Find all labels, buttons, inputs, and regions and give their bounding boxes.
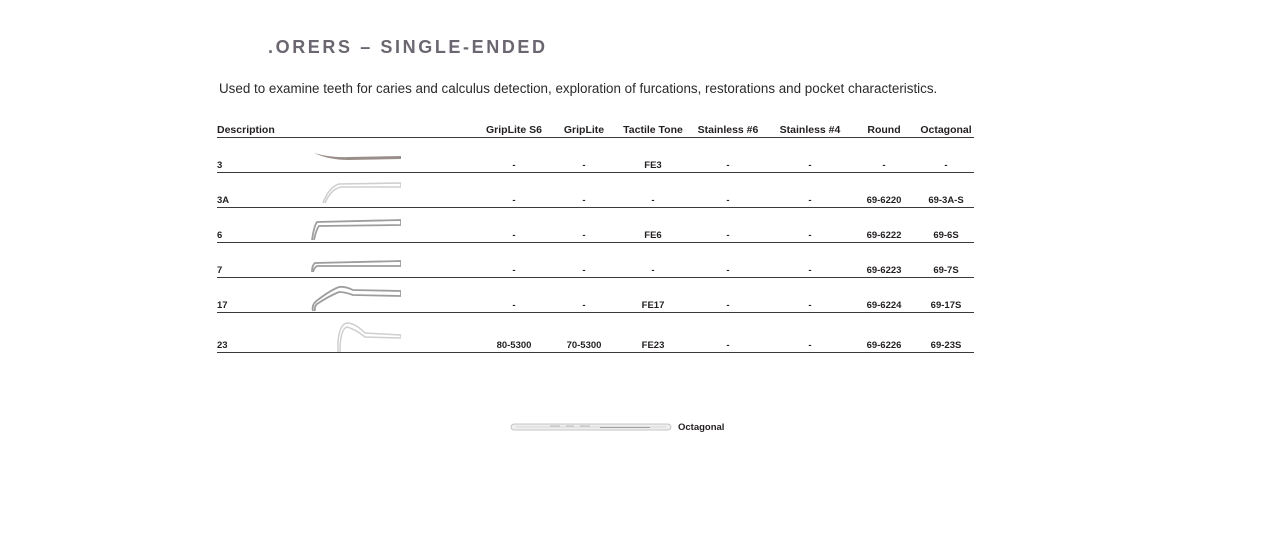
header-tactile-tone: Tactile Tone [623,124,683,136]
row-octagonal: 69-17S [930,300,962,311]
table-row [217,173,974,208]
row-griplite: - [582,195,586,206]
row-stainless-6: - [726,340,730,351]
header-stainless-6: Stainless #6 [697,124,759,136]
row-description: 7 [217,265,223,276]
row-stainless-4: - [808,300,812,311]
row-griplite: - [582,230,586,241]
row-description: 6 [217,230,223,241]
row-octagonal: 69-23S [930,340,962,351]
explorer-7-tip-icon [309,245,401,279]
row-griplite-s6: - [512,300,516,311]
row-stainless-6: - [726,195,730,206]
row-stainless-6: - [726,160,730,171]
row-griplite: 70-5300 [566,340,602,351]
row-tactile-tone: FE3 [644,160,662,171]
explorer-3a-tip-icon [309,175,401,209]
row-description: 23 [217,340,228,351]
row-stainless-4: - [808,160,812,171]
row-description: 17 [217,300,228,311]
row-griplite-s6: 80-5300 [496,340,532,351]
table-row [217,243,974,278]
explorer-table [217,123,974,353]
row-tactile-tone: - [651,195,655,206]
header-round: Round [867,124,901,136]
table-header [217,123,974,138]
header-stainless-4: Stainless #4 [779,124,841,136]
row-tactile-tone: FE17 [641,300,665,311]
row-round: 69-6226 [866,340,902,351]
row-stainless-6: - [726,230,730,241]
table-row [217,138,974,173]
row-octagonal: 69-6S [933,230,959,241]
row-round: - [882,160,886,171]
row-octagonal: - [944,160,948,171]
table-row [217,208,974,243]
row-round: 69-6223 [866,265,902,276]
row-griplite-s6: - [512,265,516,276]
row-round: 69-6224 [866,300,902,311]
header-griplite-s6: GripLite S6 [485,124,543,136]
row-tactile-tone: FE6 [644,230,662,241]
row-round: 69-6222 [866,230,902,241]
explorer-17-tip-icon [309,280,401,314]
explorer-23-tip-icon [309,319,401,353]
row-octagonal: 69-7S [933,265,959,276]
row-description: 3A [217,195,230,206]
row-griplite: - [582,300,586,311]
explorer-3-tip-icon [309,140,401,174]
table-row [217,278,974,313]
row-stainless-4: - [808,265,812,276]
header-griplite: GripLite [563,124,605,136]
row-stainless-4: - [808,195,812,206]
explorer-6-tip-icon [309,210,401,244]
table-row [217,313,974,353]
row-octagonal: 69-3A-S [928,195,964,206]
row-tactile-tone: - [651,265,655,276]
handle-label: Octagonal [678,422,725,433]
intro-text: Used to examine teeth for caries and calculus detection, exploration of furcations, restorations and pocket characteristics. [219,81,938,96]
row-griplite: - [582,160,586,171]
header-description: Description [217,124,275,136]
row-griplite-s6: - [512,195,516,206]
row-stainless-6: - [726,300,730,311]
row-stainless-4: - [808,340,812,351]
row-stainless-6: - [726,265,730,276]
row-stainless-4: - [808,230,812,241]
row-tactile-tone: FE23 [641,340,665,351]
octagonal-handle-icon [510,420,672,434]
row-description: 3 [217,160,223,171]
header-octagonal: Octagonal [920,124,972,136]
row-round: 69-6220 [866,195,902,206]
row-griplite-s6: - [512,230,516,241]
row-griplite: - [582,265,586,276]
page-title: .ORERS – SINGLE-ENDED [268,37,548,57]
row-griplite-s6: - [512,160,516,171]
